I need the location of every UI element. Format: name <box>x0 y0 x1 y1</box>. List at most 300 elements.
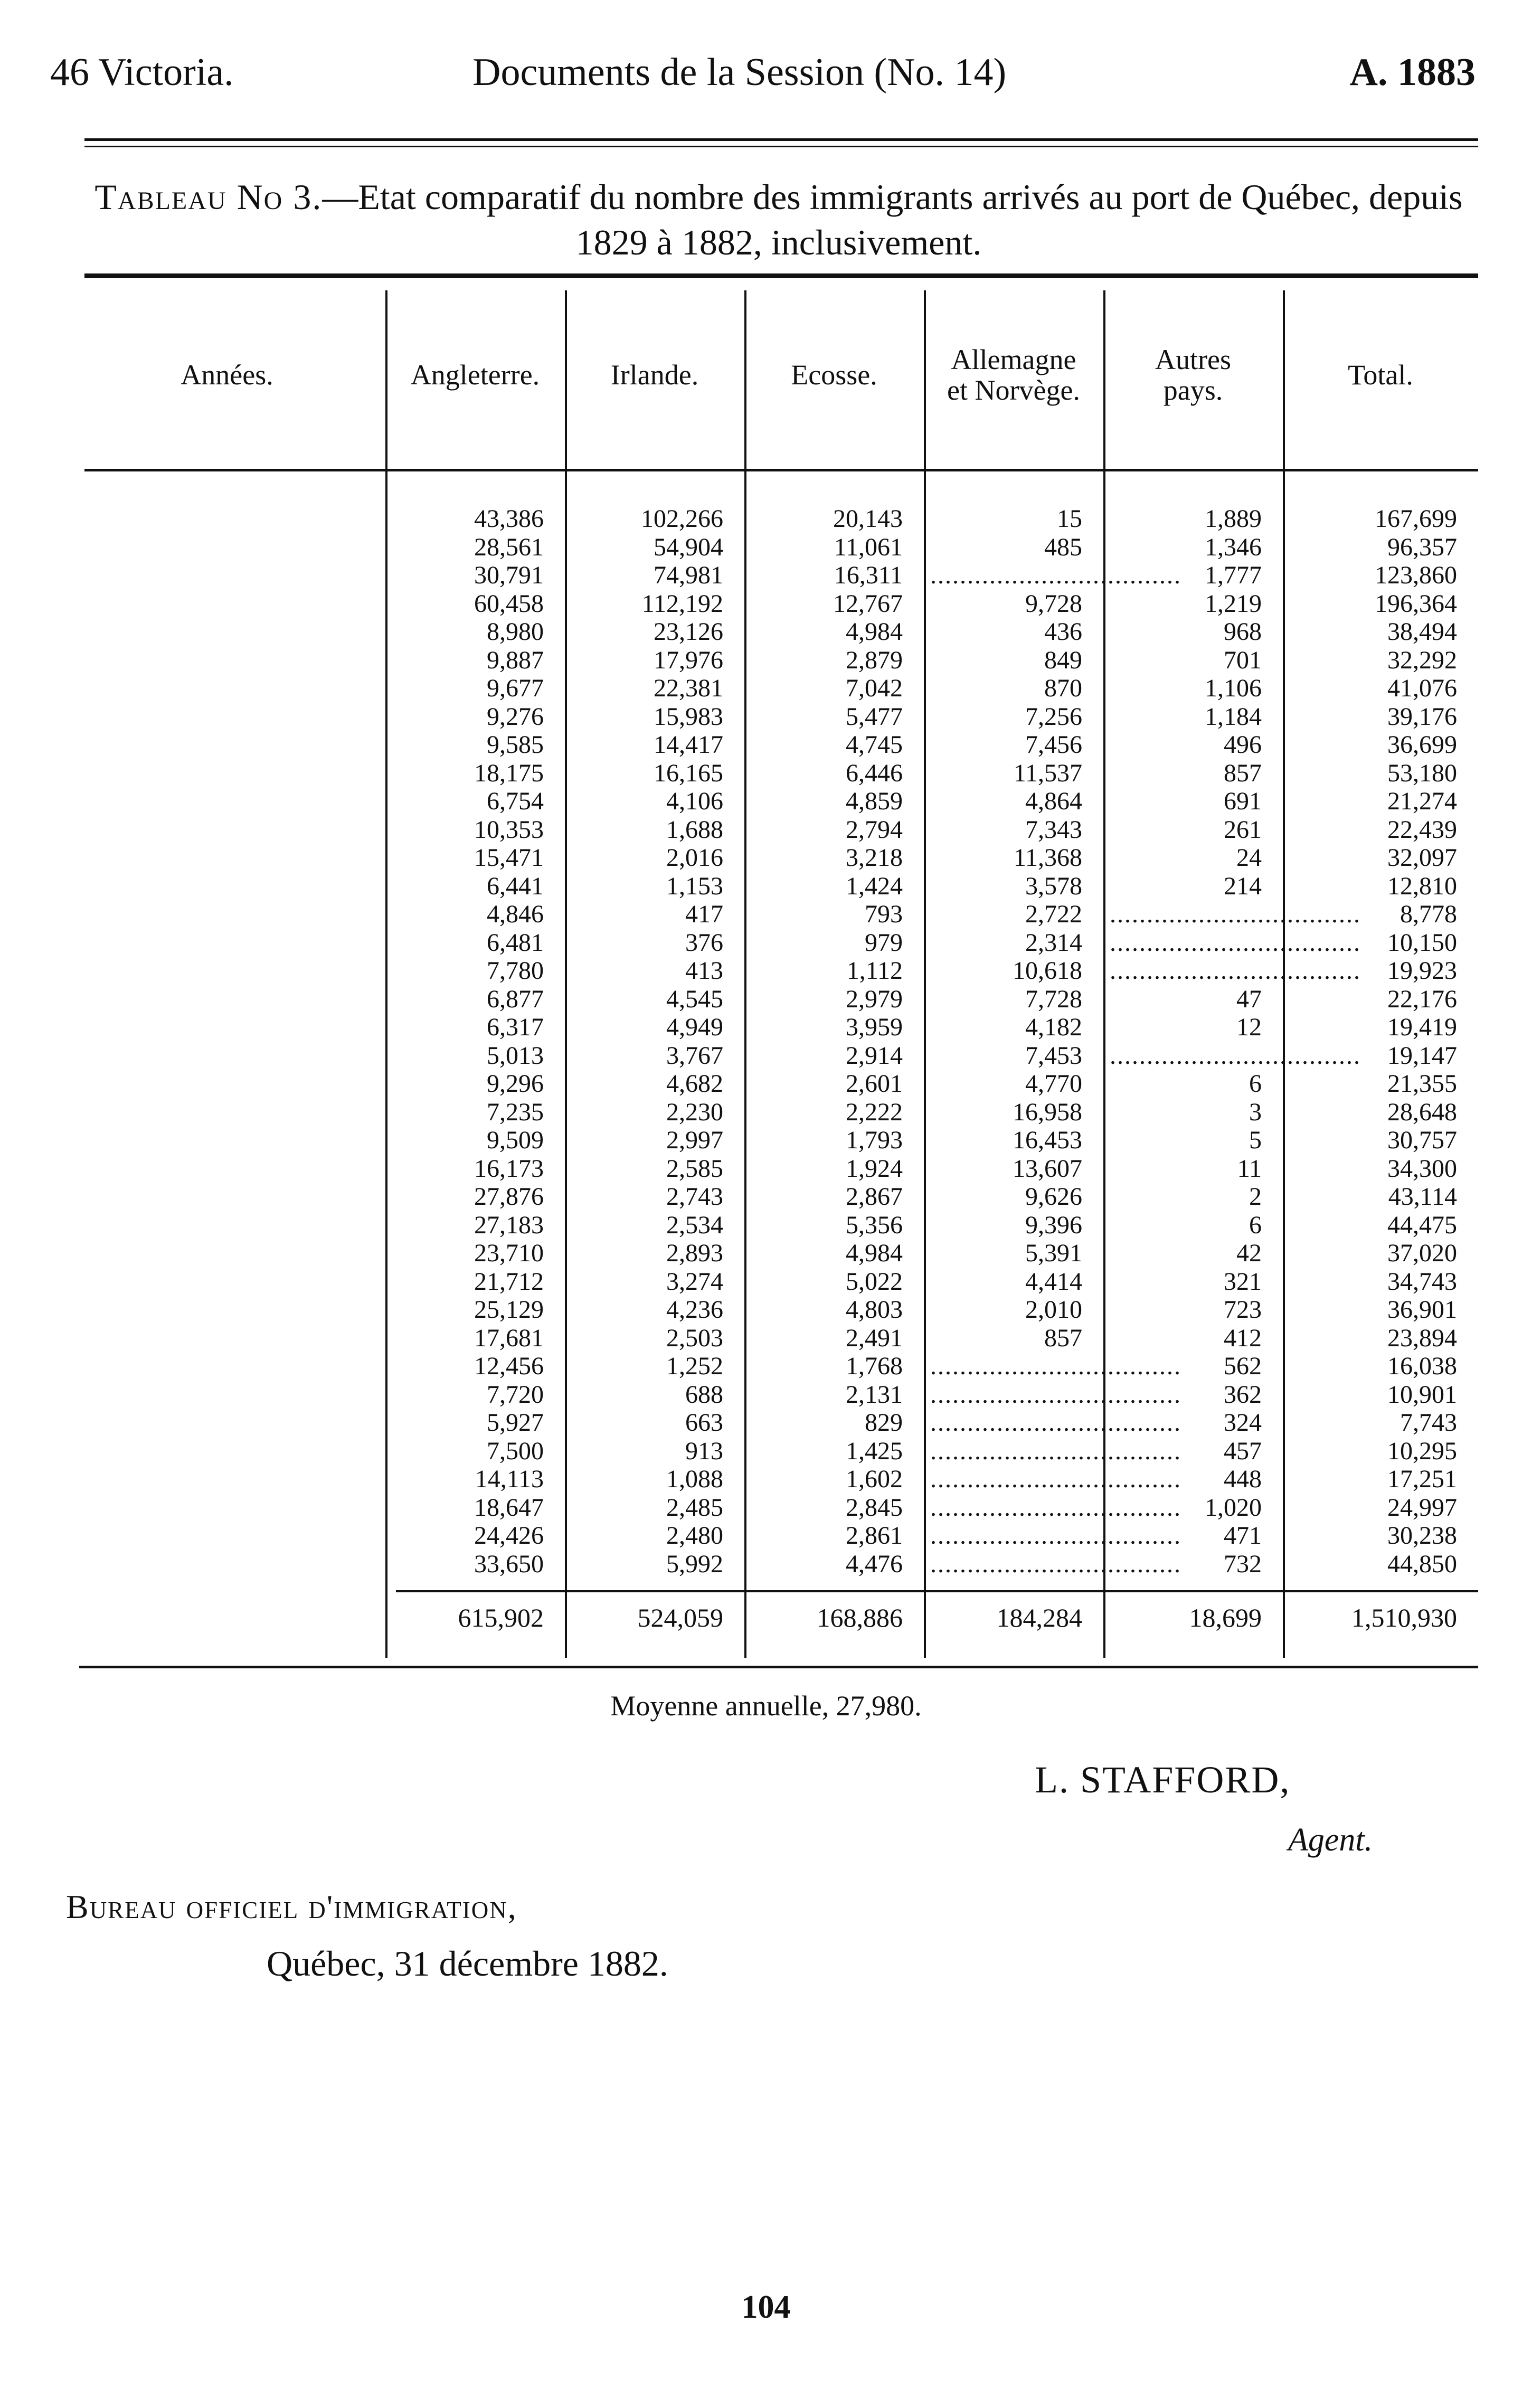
value-cell: 496 <box>1224 731 1262 759</box>
value-cell: 2,230 <box>666 1098 723 1126</box>
value-cell: 5,391 <box>1025 1239 1082 1267</box>
value-cell: 12,810 <box>1387 872 1457 900</box>
value-cell: 10,295 <box>1387 1437 1457 1465</box>
col-header-angleterre: Angleterre. <box>410 359 540 391</box>
value-cell: 21,274 <box>1387 787 1457 815</box>
table-row <box>69 731 1478 759</box>
value-cell: 21,355 <box>1387 1070 1457 1098</box>
value-cell: 3,578 <box>1025 872 1082 900</box>
value-cell: 102,266 <box>641 505 723 533</box>
table-bottom-rule <box>79 1666 1478 1668</box>
value-cell: 4,984 <box>846 618 903 646</box>
table-row <box>69 872 1478 901</box>
value-cell: 829 <box>865 1409 903 1437</box>
value-cell: 5,013 <box>487 1041 544 1070</box>
value-cell: 39,176 <box>1387 702 1457 731</box>
value-cell: 7,720 <box>487 1380 544 1409</box>
value-cell: 324 <box>1224 1409 1262 1437</box>
value-cell: 1,112 <box>846 957 903 985</box>
value-cell: 19,923 <box>1387 957 1457 985</box>
value-cell: 691 <box>1224 787 1262 815</box>
value-cell: 2,914 <box>846 1041 903 1070</box>
value-cell: 123,860 <box>1375 561 1457 589</box>
value-cell: 9,626 <box>1025 1183 1082 1211</box>
value-cell: 3,218 <box>846 844 903 872</box>
value-cell: 2,845 <box>846 1493 903 1522</box>
value-cell: 663 <box>685 1409 723 1437</box>
table-row <box>69 646 1478 675</box>
value-cell: 2,867 <box>846 1183 903 1211</box>
table-row <box>69 787 1478 816</box>
table-row <box>69 1126 1478 1155</box>
value-cell: 1,889 <box>1205 505 1262 533</box>
value-cell: 9,396 <box>1025 1211 1082 1239</box>
value-cell: 11 <box>1237 1154 1262 1183</box>
value-cell: 16,165 <box>654 759 723 787</box>
value-cell: 21,712 <box>474 1267 544 1296</box>
value-cell: 16,453 <box>1013 1126 1082 1154</box>
value-cell: 436 <box>1044 618 1082 646</box>
value-cell: 8,778 <box>1400 900 1457 928</box>
table-row <box>69 1211 1478 1240</box>
value-cell: 7,453 <box>1025 1041 1082 1070</box>
value-cell: 11,537 <box>1013 759 1082 787</box>
empty-cell-dots: .................................. <box>930 1409 1181 1437</box>
table-row <box>69 1409 1478 1437</box>
value-cell: 4,545 <box>666 985 723 1013</box>
value-cell: 15,983 <box>654 702 723 731</box>
empty-cell-dots: .................................. <box>930 1437 1181 1465</box>
caption-text: —Etat comparatif du nombre des immigrants arrivés au port de Québec, depuis 1829 à 1882, inclusivement. <box>322 177 1463 262</box>
value-cell: 857 <box>1224 759 1262 787</box>
value-cell: 2,534 <box>666 1211 723 1239</box>
value-cell: 913 <box>685 1437 723 1465</box>
value-cell: 4,984 <box>846 1239 903 1267</box>
value-cell: 112,192 <box>641 589 723 618</box>
value-cell: 1,184 <box>1205 702 1262 731</box>
value-cell: 17,681 <box>474 1324 544 1352</box>
value-cell: 14,113 <box>475 1465 544 1493</box>
value-cell: 17,976 <box>654 646 723 674</box>
value-cell: 2,010 <box>1025 1296 1082 1324</box>
value-cell: 96,357 <box>1387 533 1457 561</box>
value-cell: 1,793 <box>846 1126 903 1154</box>
value-cell: 1,425 <box>846 1437 903 1465</box>
value-cell: 2,879 <box>846 646 903 674</box>
value-cell: 19,419 <box>1387 1013 1457 1041</box>
table-row <box>69 985 1478 1014</box>
value-cell: 1,424 <box>846 872 903 900</box>
value-cell: 17,251 <box>1387 1465 1457 1493</box>
header-bottom-rule <box>84 469 1478 471</box>
value-cell: 4,949 <box>666 1013 723 1041</box>
table-row <box>69 1183 1478 1211</box>
value-cell: 1,106 <box>1205 674 1262 702</box>
value-cell: 37,020 <box>1387 1239 1457 1267</box>
value-cell: 4,182 <box>1025 1013 1082 1041</box>
value-cell: 2,131 <box>846 1380 903 1409</box>
value-cell: 30,791 <box>474 561 544 589</box>
value-cell: 6,446 <box>846 759 903 787</box>
table-row <box>69 1296 1478 1324</box>
empty-cell-dots: .................................. <box>930 561 1181 589</box>
header-left: 46 Victoria. <box>50 51 234 94</box>
value-cell: 448 <box>1224 1465 1262 1493</box>
value-cell: 44,850 <box>1387 1550 1457 1578</box>
value-cell: 9,677 <box>487 674 544 702</box>
value-cell: 36,901 <box>1387 1296 1457 1324</box>
value-cell: 4,476 <box>846 1550 903 1578</box>
value-cell: 4,846 <box>487 900 544 928</box>
value-cell: 9,276 <box>487 702 544 731</box>
total-cell: 18,699 <box>1189 1603 1262 1632</box>
value-cell: 968 <box>1224 618 1262 646</box>
value-cell: 14,417 <box>654 731 723 759</box>
value-cell: 870 <box>1044 674 1082 702</box>
value-cell: 167,699 <box>1375 505 1457 533</box>
value-cell: 321 <box>1224 1267 1262 1296</box>
value-cell: 412 <box>1224 1324 1262 1352</box>
value-cell: 2,979 <box>846 985 903 1013</box>
value-cell: 413 <box>685 957 723 985</box>
value-cell: 42 <box>1236 1239 1262 1267</box>
col-header-total: Total. <box>1348 359 1413 391</box>
col-header-autres: Autres pays. <box>1155 344 1231 406</box>
value-cell: 1,219 <box>1205 589 1262 618</box>
value-cell: 5 <box>1249 1126 1262 1154</box>
value-cell: 18,175 <box>474 759 544 787</box>
value-cell: 3,959 <box>846 1013 903 1041</box>
value-cell: 9,296 <box>487 1070 544 1098</box>
value-cell: 6,481 <box>487 928 544 957</box>
value-cell: 11,061 <box>834 533 903 561</box>
value-cell: 18,647 <box>474 1493 544 1522</box>
value-cell: 16,173 <box>474 1154 544 1183</box>
caption-label: Tableau No 3. <box>94 177 323 217</box>
value-cell: 1,768 <box>846 1352 903 1380</box>
table-row <box>69 816 1478 844</box>
value-cell: 30,238 <box>1387 1522 1457 1550</box>
value-cell: 10,353 <box>474 815 544 844</box>
total-cell: 1,510,930 <box>1351 1603 1457 1632</box>
table-row <box>69 1013 1478 1042</box>
value-cell: 12,456 <box>474 1352 544 1380</box>
value-cell: 54,904 <box>654 533 723 561</box>
value-cell: 2,480 <box>666 1522 723 1550</box>
value-cell: 2,893 <box>666 1239 723 1267</box>
total-cell: 168,886 <box>817 1603 903 1632</box>
value-cell: 2,485 <box>666 1493 723 1522</box>
table-row <box>69 929 1478 957</box>
value-cell: 41,076 <box>1387 674 1457 702</box>
empty-cell-dots: .................................. <box>930 1380 1181 1409</box>
value-cell: 4,236 <box>666 1296 723 1324</box>
table-row <box>69 844 1478 872</box>
value-cell: 23,894 <box>1387 1324 1457 1352</box>
value-cell: 7,743 <box>1400 1409 1457 1437</box>
value-cell: 36,699 <box>1387 731 1457 759</box>
value-cell: 2,314 <box>1025 928 1082 957</box>
value-cell: 34,743 <box>1387 1267 1457 1296</box>
value-cell: 1,777 <box>1205 561 1262 589</box>
table-row <box>69 1070 1478 1098</box>
value-cell: 457 <box>1224 1437 1262 1465</box>
value-cell: 10,618 <box>1013 957 1082 985</box>
totals-row <box>69 1602 1478 1634</box>
empty-cell-dots: .................................. <box>930 1550 1181 1578</box>
table-row <box>69 561 1478 590</box>
signature: L. STAFFORD, <box>1035 1759 1291 1801</box>
value-cell: 849 <box>1044 646 1082 674</box>
value-cell: 2 <box>1249 1183 1262 1211</box>
total-cell: 184,284 <box>996 1603 1082 1632</box>
col-header-irlande: Irlande. <box>610 359 699 391</box>
value-cell: 10,901 <box>1387 1380 1457 1409</box>
value-cell: 16,958 <box>1013 1098 1082 1126</box>
value-cell: 16,038 <box>1387 1352 1457 1380</box>
running-header <box>50 50 1476 98</box>
header-rule <box>84 138 1478 141</box>
value-cell: 24 <box>1236 844 1262 872</box>
value-cell: 2,491 <box>846 1324 903 1352</box>
value-cell: 32,097 <box>1387 844 1457 872</box>
value-cell: 60,458 <box>474 589 544 618</box>
value-cell: 33,650 <box>474 1550 544 1578</box>
value-cell: 7,235 <box>487 1098 544 1126</box>
value-cell: 2,016 <box>666 844 723 872</box>
value-cell: 2,997 <box>666 1126 723 1154</box>
page-number: 104 <box>741 2289 791 2325</box>
office-name: Bureau officiel d'immigration, <box>66 1888 517 1925</box>
value-cell: 23,710 <box>474 1239 544 1267</box>
value-cell: 32,292 <box>1387 646 1457 674</box>
value-cell: 1,688 <box>666 815 723 844</box>
value-cell: 7,343 <box>1025 815 1082 844</box>
value-cell: 34,300 <box>1387 1154 1457 1183</box>
value-cell: 7,042 <box>846 674 903 702</box>
value-cell: 485 <box>1044 533 1082 561</box>
value-cell: 471 <box>1224 1522 1262 1550</box>
value-cell: 7,256 <box>1025 702 1082 731</box>
value-cell: 4,745 <box>846 731 903 759</box>
value-cell: 2,743 <box>666 1183 723 1211</box>
value-cell: 5,927 <box>487 1409 544 1437</box>
value-cell: 6,441 <box>487 872 544 900</box>
value-cell: 4,770 <box>1025 1070 1082 1098</box>
value-cell: 376 <box>685 928 723 957</box>
value-cell: 6,877 <box>487 985 544 1013</box>
table-row <box>69 505 1478 533</box>
header-rule-thin <box>84 146 1478 147</box>
value-cell: 3 <box>1249 1098 1262 1126</box>
value-cell: 23,126 <box>654 618 723 646</box>
total-rule <box>396 1590 1478 1592</box>
value-cell: 2,861 <box>846 1522 903 1550</box>
value-cell: 6 <box>1249 1070 1262 1098</box>
value-cell: 9,509 <box>487 1126 544 1154</box>
empty-cell-dots: .................................. <box>930 1352 1181 1380</box>
signature-title: Agent. <box>1288 1822 1373 1858</box>
value-cell: 362 <box>1224 1380 1262 1409</box>
value-cell: 2,222 <box>846 1098 903 1126</box>
value-cell: 12,767 <box>833 589 903 618</box>
table-row <box>69 900 1478 929</box>
value-cell: 6 <box>1249 1211 1262 1239</box>
value-cell: 9,887 <box>487 646 544 674</box>
value-cell: 2,794 <box>846 815 903 844</box>
value-cell: 5,477 <box>846 702 903 731</box>
table-row <box>69 1522 1478 1550</box>
table-row <box>69 590 1478 618</box>
value-cell: 7,728 <box>1025 985 1082 1013</box>
col-header-ecosse: Ecosse. <box>791 359 877 391</box>
value-cell: 25,129 <box>474 1296 544 1324</box>
table-row <box>69 759 1478 788</box>
value-cell: 9,728 <box>1025 589 1082 618</box>
empty-cell-dots: .................................. <box>1110 928 1361 957</box>
table-row <box>69 1042 1478 1070</box>
value-cell: 27,183 <box>474 1211 544 1239</box>
value-cell: 3,767 <box>666 1041 723 1070</box>
value-cell: 3,274 <box>666 1267 723 1296</box>
value-cell: 1,153 <box>666 872 723 900</box>
value-cell: 688 <box>685 1380 723 1409</box>
table-row <box>69 1352 1478 1381</box>
table-row <box>69 1239 1478 1268</box>
table-row <box>69 1381 1478 1409</box>
value-cell: 2,503 <box>666 1324 723 1352</box>
value-cell: 47 <box>1236 985 1262 1013</box>
empty-cell-dots: .................................. <box>930 1465 1181 1493</box>
value-cell: 7,780 <box>487 957 544 985</box>
value-cell: 979 <box>865 928 903 957</box>
header-center: Documents de la Session (No. 14) <box>472 51 1007 94</box>
value-cell: 5,356 <box>846 1211 903 1239</box>
total-cell: 615,902 <box>458 1603 544 1632</box>
value-cell: 1,346 <box>1205 533 1262 561</box>
value-cell: 562 <box>1224 1352 1262 1380</box>
table-row <box>69 1098 1478 1127</box>
value-cell: 2,585 <box>666 1154 723 1183</box>
value-cell: 9,585 <box>487 731 544 759</box>
value-cell: 7,500 <box>487 1437 544 1465</box>
value-cell: 793 <box>865 900 903 928</box>
table-row <box>69 618 1478 646</box>
table-row <box>69 957 1478 985</box>
value-cell: 732 <box>1224 1550 1262 1578</box>
value-cell: 16,311 <box>834 561 903 589</box>
value-cell: 6,754 <box>487 787 544 815</box>
table-caption <box>79 174 1478 265</box>
table-row <box>69 1437 1478 1466</box>
value-cell: 4,859 <box>846 787 903 815</box>
value-cell: 5,992 <box>666 1550 723 1578</box>
value-cell: 1,088 <box>666 1465 723 1493</box>
value-cell: 12 <box>1236 1013 1262 1041</box>
value-cell: 74,981 <box>654 561 723 589</box>
value-cell: 15 <box>1057 505 1082 533</box>
value-cell: 22,176 <box>1387 985 1457 1013</box>
value-cell: 15,471 <box>474 844 544 872</box>
value-cell: 196,364 <box>1375 589 1457 618</box>
value-cell: 43,114 <box>1388 1183 1457 1211</box>
value-cell: 701 <box>1224 646 1262 674</box>
table-row <box>69 1494 1478 1522</box>
value-cell: 2,722 <box>1025 900 1082 928</box>
empty-cell-dots: .................................. <box>1110 900 1361 928</box>
value-cell: 24,426 <box>474 1522 544 1550</box>
empty-cell-dots: .................................. <box>930 1493 1181 1522</box>
value-cell: 20,143 <box>833 505 903 533</box>
value-cell: 30,757 <box>1387 1126 1457 1154</box>
value-cell: 19,147 <box>1387 1041 1457 1070</box>
table-row <box>69 1550 1478 1579</box>
table-row <box>69 703 1478 731</box>
header-right: A. 1883 <box>1349 51 1476 94</box>
value-cell: 261 <box>1224 815 1262 844</box>
value-cell: 2,601 <box>846 1070 903 1098</box>
value-cell: 38,494 <box>1387 618 1457 646</box>
table-row <box>69 533 1478 562</box>
table-header <box>69 285 1478 465</box>
value-cell: 8,980 <box>487 618 544 646</box>
value-cell: 27,876 <box>474 1183 544 1211</box>
value-cell: 5,022 <box>846 1267 903 1296</box>
value-cell: 13,607 <box>1013 1154 1082 1183</box>
value-cell: 1,602 <box>846 1465 903 1493</box>
value-cell: 4,864 <box>1025 787 1082 815</box>
empty-cell-dots: .................................. <box>1110 1041 1361 1070</box>
place-date: Québec, 31 décembre 1882. <box>267 1943 668 1984</box>
value-cell: 1,252 <box>666 1352 723 1380</box>
value-cell: 24,997 <box>1387 1493 1457 1522</box>
value-cell: 43,386 <box>474 505 544 533</box>
value-cell: 1,020 <box>1205 1493 1262 1522</box>
value-cell: 7,456 <box>1025 731 1082 759</box>
empty-cell-dots: .................................. <box>930 1522 1181 1550</box>
value-cell: 28,561 <box>474 533 544 561</box>
value-cell: 44,475 <box>1387 1211 1457 1239</box>
value-cell: 1,924 <box>846 1154 903 1183</box>
table-body <box>69 505 1478 1578</box>
value-cell: 4,414 <box>1025 1267 1082 1296</box>
value-cell: 11,368 <box>1013 844 1082 872</box>
value-cell: 4,803 <box>846 1296 903 1324</box>
value-cell: 417 <box>685 900 723 928</box>
table-row <box>69 1268 1478 1296</box>
value-cell: 10,150 <box>1387 928 1457 957</box>
value-cell: 4,682 <box>666 1070 723 1098</box>
table-row <box>69 1465 1478 1494</box>
table-row <box>69 1155 1478 1183</box>
value-cell: 22,381 <box>654 674 723 702</box>
annual-average: Moyenne annuelle, 27,980. <box>610 1690 922 1722</box>
value-cell: 4,106 <box>666 787 723 815</box>
empty-cell-dots: .................................. <box>1110 957 1361 985</box>
value-cell: 28,648 <box>1387 1098 1457 1126</box>
value-cell: 723 <box>1224 1296 1262 1324</box>
table-row <box>69 1324 1478 1353</box>
col-header-allemagne: Allemagne et Norvège. <box>947 344 1080 406</box>
value-cell: 214 <box>1224 872 1262 900</box>
value-cell: 22,439 <box>1387 815 1457 844</box>
value-cell: 6,317 <box>487 1013 544 1041</box>
value-cell: 857 <box>1044 1324 1082 1352</box>
table-top-rule <box>84 273 1478 278</box>
table-row <box>69 674 1478 703</box>
total-cell: 524,059 <box>637 1603 723 1632</box>
col-header-annees: Années. <box>181 359 273 391</box>
